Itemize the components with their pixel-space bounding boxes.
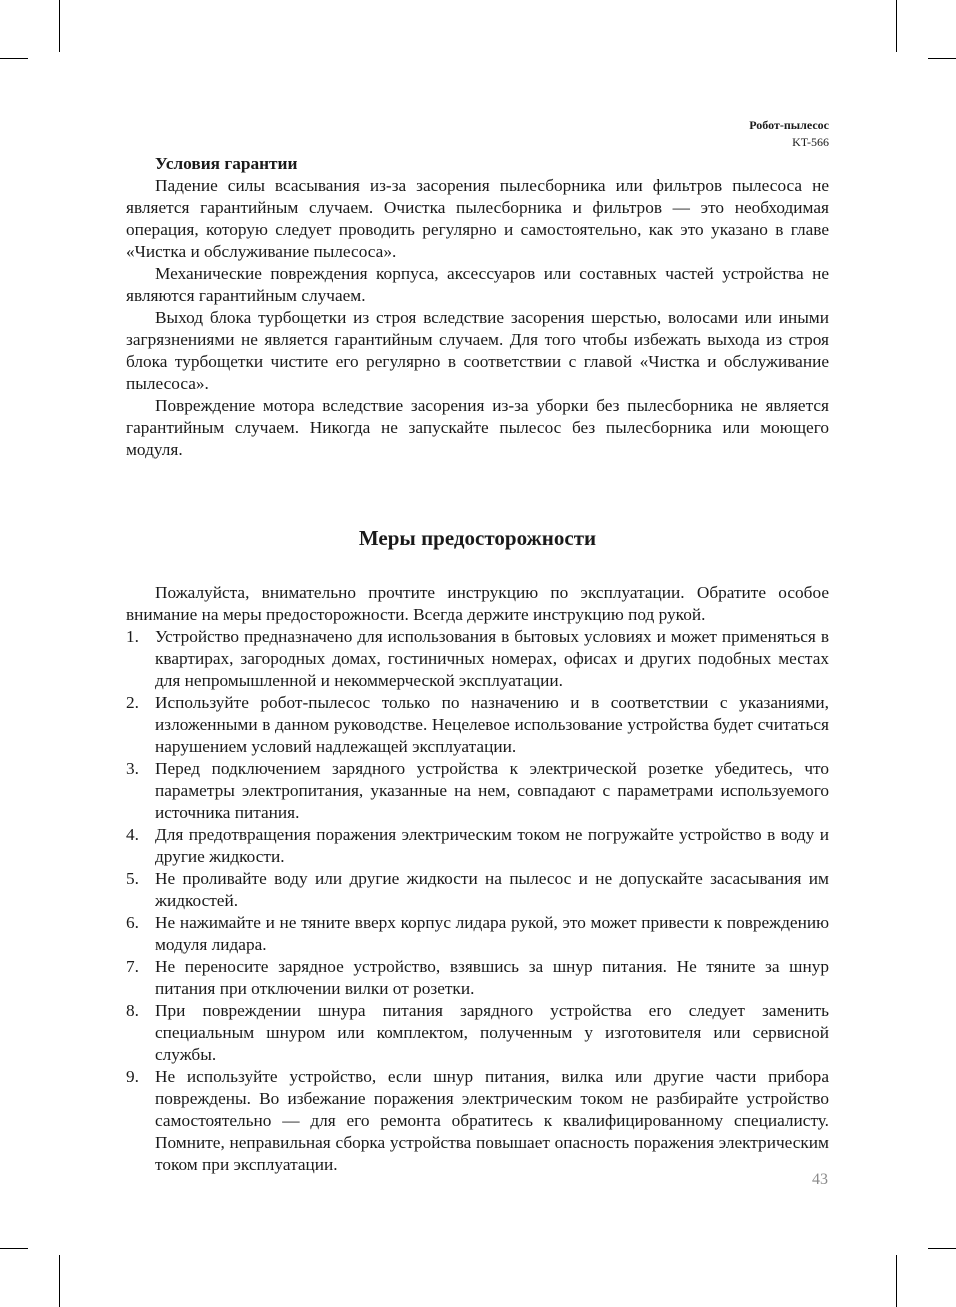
list-item-number: 5.	[126, 869, 139, 888]
list-item-text: Не проливайте воду или другие жидкости на пылесос и не допускайте засасывания им жидкостей.	[155, 869, 829, 910]
list-item	[126, 758, 829, 824]
precautions-list	[126, 626, 829, 1176]
running-head	[749, 117, 829, 151]
list-item-text: Не нажимайте и не тяните вверх корпус лидара рукой, это может привести к повреждению модуля лидара.	[155, 913, 829, 954]
list-item-text: При повреждении шнура питания зарядного устройства его следует заменить специальным шнуром или комплектом, полученным у изготовителя или сервисной службы.	[155, 1001, 829, 1064]
list-item	[126, 824, 829, 868]
precautions-intro: Пожалуйста, внимательно прочтите инструкцию по эксплуатации. Обратите особое внимание на меры предосторожности. Всегда держите инструкцию под рукой.	[126, 583, 829, 624]
list-item	[126, 956, 829, 1000]
crop-mark-right-bottom	[928, 1248, 956, 1249]
list-item-number: 1.	[126, 627, 139, 646]
list-item-number: 9.	[126, 1067, 139, 1086]
list-item-text: Используйте робот-пылесос только по назначению и в соответствии с указаниями, изложенными в данном руководстве. Нецелевое использование устройства будет считаться нарушением условий надлежащей эксплуатации.	[155, 693, 829, 756]
list-item-text: Перед подключением зарядного устройства к электрической розетке убедитесь, что параметры электропитания, указанные на нем, совпадают с параметрами используемого источника питания.	[155, 759, 829, 822]
list-item-text: Не используйте устройство, если шнур питания, вилка или другие части прибора повреждены. Во избежание поражения электрическим током не разбирайте устройство самостоятельно — для его ремонта обратитесь к квалифицированному специалисту. Помните, неправильная сборка устройства повышает опасность поражения электрическим током при эксплуатации.	[155, 1067, 829, 1174]
warranty-paragraph: Повреждение мотора вследствие засорения из-за уборки без пылесборника не является гарантийным случаем. Никогда не запускайте пылесос без пылесборника или моющего модуля.	[126, 396, 829, 459]
list-item-number: 3.	[126, 759, 139, 778]
list-item-text: Для предотвращения поражения электрическим током не погружайте устройство в воду и другие жидкости.	[155, 825, 829, 866]
crop-mark-bottom-left	[59, 1255, 60, 1307]
list-item	[126, 692, 829, 758]
running-head-model: KT-566	[792, 135, 829, 149]
list-item	[126, 626, 829, 692]
precautions-title: Меры предосторожности	[358, 526, 597, 550]
list-item-number: 4.	[126, 825, 139, 844]
warranty-heading: Условия гарантии	[155, 154, 298, 173]
list-item	[126, 868, 829, 912]
list-item	[126, 1066, 829, 1176]
list-item	[126, 1000, 829, 1066]
crop-mark-top-right	[896, 0, 897, 52]
crop-mark-top-left	[59, 0, 60, 52]
list-item-number: 8.	[126, 1001, 139, 1020]
running-head-product: Робот-пылесос	[749, 118, 829, 132]
list-item-number: 7.	[126, 957, 139, 976]
crop-mark-left-bottom	[0, 1248, 28, 1249]
list-item-text: Устройство предназначено для использования в бытовых условиях и может применяться в квартирах, загородных домах, гостиничных номерах, офисах и других подобных местах для непромышленной и некоммерческой эксплуатации.	[155, 627, 829, 690]
crop-mark-bottom-right	[896, 1255, 897, 1307]
warranty-paragraph: Механические повреждения корпуса, аксессуаров или составных частей устройства не являются гарантийным случаем.	[126, 264, 829, 305]
list-item-number: 6.	[126, 913, 139, 932]
page-number: 43	[812, 1171, 828, 1188]
list-item-text: Не переносите зарядное устройство, взявшись за шнур питания. Не тяните за шнур питания при отключении вилки от розетки.	[155, 957, 829, 998]
crop-mark-right-top	[928, 58, 956, 59]
warranty-paragraph: Падение силы всасывания из-за засорения пылесборника или фильтров пылесоса не является гарантийным случаем. Очистка пылесборника и фильтров — это необходимая операция, которую следует проводить регулярно и самостоятельно, как это указано в главе «Чистка и обслуживание пылесоса».	[126, 176, 829, 261]
crop-mark-left-top	[0, 58, 28, 59]
list-item-number: 2.	[126, 693, 139, 712]
warranty-paragraph: Выход блока турбощетки из строя вследствие засорения шерстью, волосами или иными загрязнениями не является гарантийным случаем. Для того чтобы избежать выхода из строя блока турбощетки чистите его регулярно в соответствии с главой «Чистка и обслуживание пылесоса».	[126, 308, 829, 393]
page-content	[126, 153, 829, 1176]
list-item	[126, 912, 829, 956]
